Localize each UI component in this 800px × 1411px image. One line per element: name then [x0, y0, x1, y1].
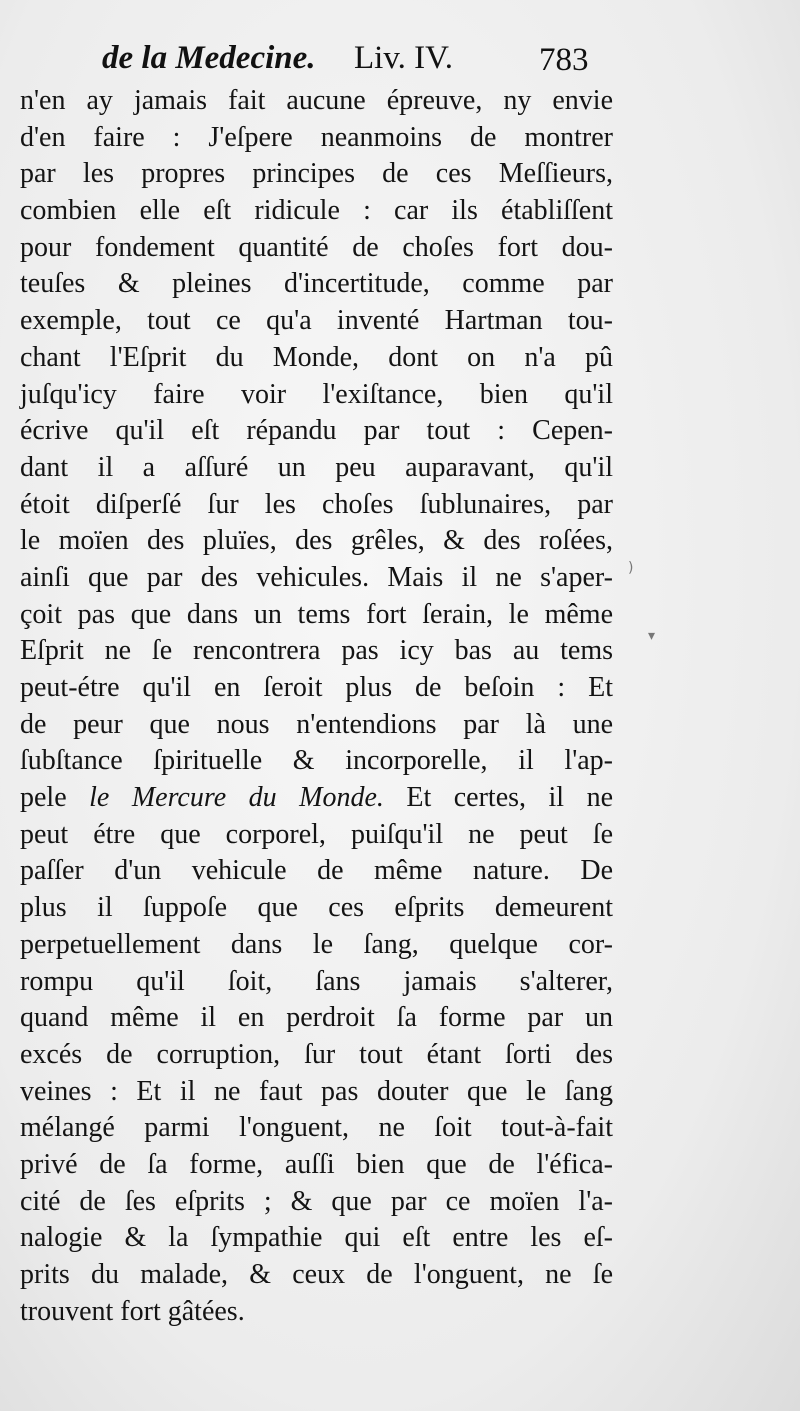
text-line: ſubſtance ſpirituelle & incorporelle, il l'ap-: [20, 745, 613, 777]
text-line: veines : Et il ne faut pas douter que le ſang: [20, 1075, 613, 1107]
text-line-with-italic: [20, 780, 613, 817]
text-line: juſqu'icy faire voir l'exiſtance, bien qu'il: [20, 378, 613, 410]
text-segment: pele: [20, 782, 90, 814]
text-segment: Et certes, il ne: [383, 782, 614, 814]
text-line: perpetuellement dans le ſang, quelque cor-: [20, 928, 613, 960]
text-line: dant il a aſſuré un peu auparavant, qu'il: [20, 451, 613, 483]
text-line: chant l'Eſprit du Monde, dont on n'a pû: [20, 341, 613, 373]
text-line: combien elle eſt ridicule : car ils établiſſent: [20, 195, 613, 227]
page-number: 783: [539, 42, 589, 78]
text-line: ainſi que par des vehicules. Mais il ne s'aper-: [20, 561, 613, 593]
italic-phrase: le Mercure du Monde.: [89, 782, 384, 814]
text-line: Eſprit ne ſe rencontrera pas icy bas au tems: [20, 635, 613, 667]
text-line: plus il ſuppoſe que ces eſprits demeurent: [20, 892, 613, 924]
text-line: n'en ay jamais fait aucune épreuve, ny envie: [20, 85, 613, 116]
margin-mark: ▾: [648, 628, 656, 644]
margin-mark: ): [628, 560, 634, 576]
text-line: mélangé parmi l'onguent, ne ſoit tout-à-fait: [20, 1112, 613, 1144]
text-line: d'en faire : J'eſpere neanmoins de montrer: [20, 121, 613, 153]
text-line: privé de ſa forme, auſſi bien que de l'éfica-: [20, 1148, 613, 1180]
text-line: le moïen des pluïes, des grêles, & des roſées,: [20, 525, 613, 557]
text-line: trouvent fort gâtées.: [20, 1295, 245, 1327]
text-line: quand même il en perdroit ſa forme par un: [20, 1002, 613, 1034]
text-line: de peur que nous n'entendions par là une: [20, 708, 613, 740]
text-line: teuſes & pleines d'incertitude, comme par: [20, 268, 613, 300]
text-line: peut étre que corporel, puiſqu'il ne peut ſe: [20, 818, 613, 850]
text-line: écrive qu'il eſt répandu par tout : Cepen-: [20, 415, 613, 447]
text-line: peut-étre qu'il en ſeroit plus de beſoin : Et: [20, 672, 613, 703]
text-line: étoit diſperſé ſur les choſes ſublunaires, par: [20, 488, 613, 520]
text-line: prits du malade, & ceux de l'onguent, ne ſe: [20, 1259, 613, 1290]
book-label: Liv. IV.: [354, 40, 453, 76]
text-line: par les propres principes de ces Meſſieurs,: [20, 158, 613, 190]
text-line: cité de ſes eſprits ; & que par ce moïen l'a-: [20, 1185, 613, 1217]
text-line: pour fondement quantité de choſes fort dou-: [20, 231, 613, 263]
text-line: paſſer d'un vehicule de même nature. De: [20, 855, 613, 887]
text-line: rompu qu'il ſoit, ſans jamais s'alterer,: [20, 965, 613, 997]
text-line: exemple, tout ce qu'a inventé Hartman tou-: [20, 305, 613, 337]
text-line: nalogie & la ſympathie qui eſt entre les eſ-: [20, 1222, 613, 1254]
text-line: excés de corruption, ſur tout étant ſorti des: [20, 1038, 613, 1070]
running-title: de la Medecine.: [102, 40, 316, 76]
body-text: [20, 83, 613, 1330]
text-line: çoit pas que dans un tems fort ſerain, le même: [20, 598, 613, 630]
